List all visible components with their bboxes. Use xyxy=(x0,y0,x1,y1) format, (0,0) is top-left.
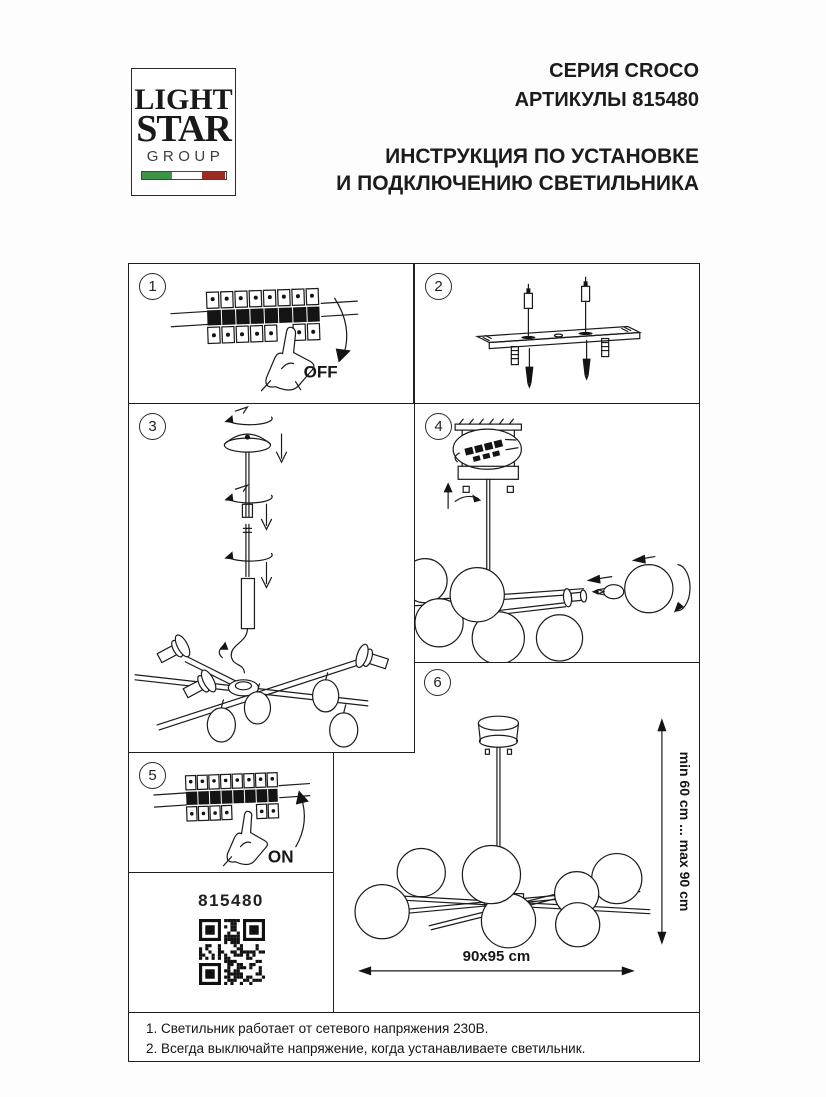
rod xyxy=(487,479,490,572)
step6-number: 6 xyxy=(424,669,451,696)
flag-green xyxy=(142,172,172,179)
article-number: 815480 xyxy=(198,891,264,910)
down-arrow-icon xyxy=(261,562,271,587)
rotation-arrow-icon xyxy=(224,407,272,425)
wire-hook xyxy=(219,629,247,673)
wall-plugs xyxy=(511,339,608,365)
note-line-2: 2. Всегда выключайте напряжение, когда устанавливаете светильник. xyxy=(146,1041,586,1056)
step4-number: 4 xyxy=(425,413,452,440)
italian-flag-bar xyxy=(141,171,227,180)
mounting-bracket-drawing xyxy=(415,264,699,403)
step3-panel xyxy=(128,403,415,753)
down-arrow-icon xyxy=(277,434,287,462)
socket xyxy=(354,643,391,675)
wiring-and-globe-drawing xyxy=(415,404,699,662)
rod-assembly-drawing xyxy=(129,404,414,752)
logo-text-star: STAR xyxy=(136,108,231,150)
curved-arrow-up-icon xyxy=(296,790,309,846)
vertical-dimension-arrow xyxy=(657,718,666,945)
on-label: ON xyxy=(267,847,294,867)
height-dimension-label: min 60 cm ... max 90 cm xyxy=(676,751,693,912)
flag-white xyxy=(172,172,202,179)
step2-number: 2 xyxy=(425,273,452,300)
detached-globe xyxy=(625,565,673,613)
breaker-off-drawing xyxy=(129,264,413,403)
step3-number: 3 xyxy=(139,413,166,440)
step1-number: 1 xyxy=(139,273,166,300)
glass-globes xyxy=(355,846,642,948)
horizontal-dimension-arrow xyxy=(358,966,635,975)
circuit-breaker xyxy=(153,772,310,823)
screws xyxy=(525,341,590,389)
series-title: СЕРИЯ CROCO xyxy=(549,60,699,82)
instruction-title-line2: И ПОДКЛЮЧЕНИЮ СВЕТИЛЬНИКА xyxy=(336,172,699,195)
step2-panel xyxy=(414,263,700,404)
ceiling-cup xyxy=(224,434,270,452)
wiring-callout xyxy=(453,429,521,469)
chandelier-frame xyxy=(135,633,390,747)
rod-segment-1 xyxy=(246,452,249,516)
mounting-box xyxy=(458,466,518,492)
up-arrow-icon xyxy=(444,482,482,508)
hanging-rod xyxy=(497,747,500,846)
qr-code xyxy=(199,919,265,985)
width-dimension-label: 90x95 cm xyxy=(462,947,531,965)
logo-text-light: LIGHT xyxy=(134,83,233,116)
ceiling-canopy xyxy=(478,716,518,754)
rotation-arc-icon xyxy=(674,565,690,613)
rotation-arrow-icon xyxy=(224,485,272,503)
globes xyxy=(415,559,583,662)
step4-panel xyxy=(414,403,700,663)
flag-red xyxy=(202,172,226,179)
article-qr-panel xyxy=(128,872,334,1013)
socket xyxy=(154,633,193,669)
logo-text-group: GROUP xyxy=(146,148,225,165)
safety-notes xyxy=(128,1012,700,1062)
circuit-breaker xyxy=(170,287,358,345)
note-line-1: 1. Светильник работает от сетевого напряжения 230В. xyxy=(146,1021,489,1036)
instruction-title-line1: ИНСТРУКЦИЯ ПО УСТАНОВКЕ xyxy=(385,145,699,168)
rotation-arrow-icon xyxy=(224,551,272,561)
off-label: OFF xyxy=(303,362,338,382)
light-bulb-icon xyxy=(592,585,624,599)
lightstar-logo xyxy=(131,68,236,196)
curved-arrow-down-icon xyxy=(335,298,351,362)
anchor-dowels xyxy=(524,277,589,335)
mounting-bar xyxy=(477,326,640,348)
article-title: АРТИКУЛЫ 815480 xyxy=(514,89,699,111)
step5-panel xyxy=(128,752,334,873)
down-arrow-icon xyxy=(261,504,271,529)
step5-number: 5 xyxy=(139,762,166,789)
lower-tube xyxy=(241,579,254,629)
step1-panel xyxy=(128,263,414,404)
